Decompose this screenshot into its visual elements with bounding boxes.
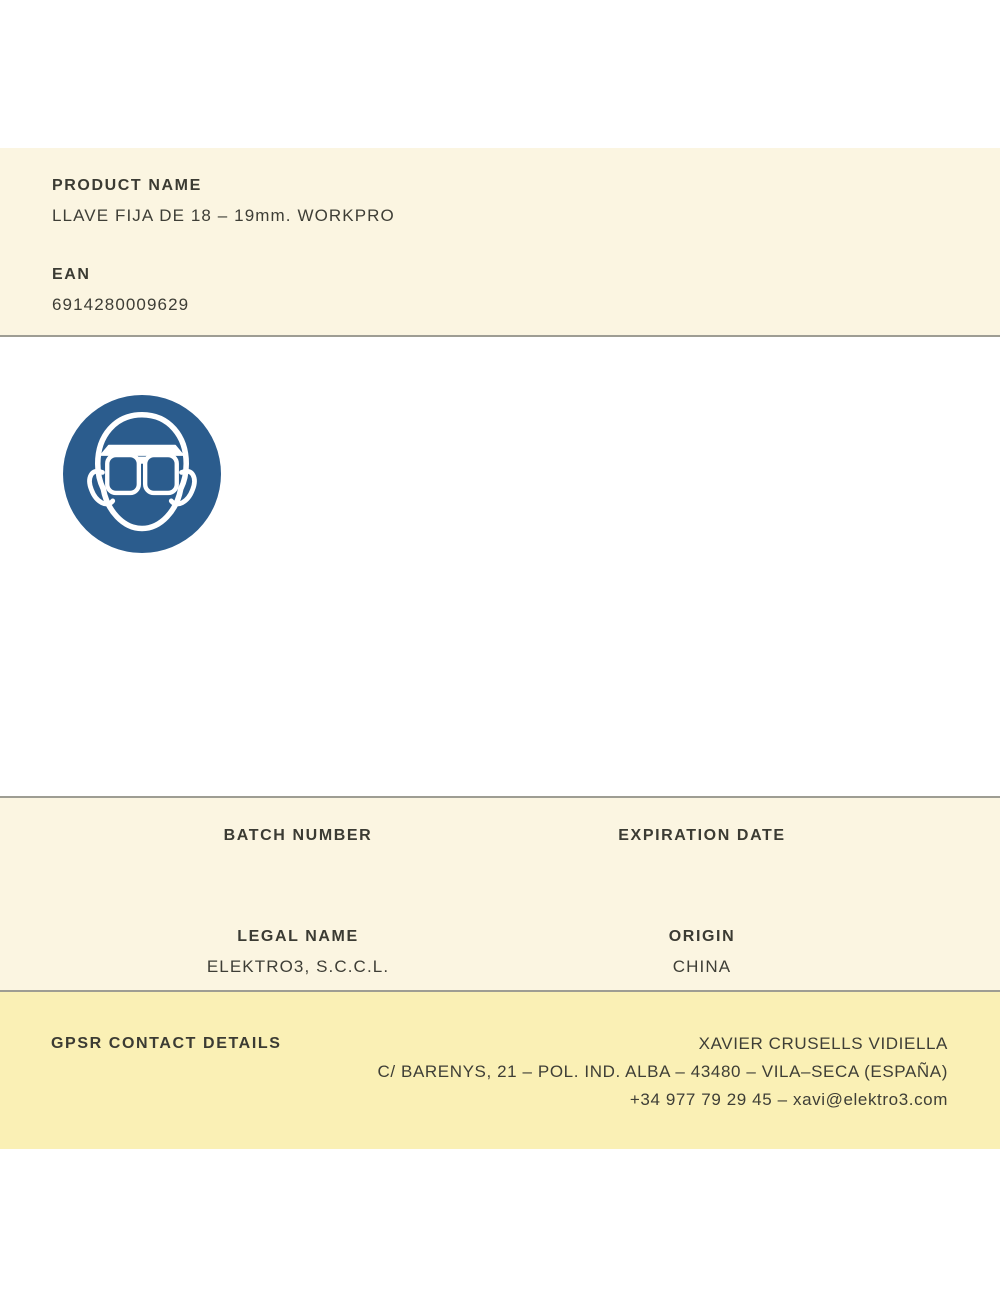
details-section — [0, 796, 1000, 992]
gpsr-contact-section — [0, 992, 1000, 1149]
origin-label: ORIGIN — [668, 928, 736, 945]
gpsr-contact-name: XAVIER CRUSELLS VIDIELLA — [698, 1034, 948, 1053]
origin-value: CHINA — [672, 957, 732, 976]
gpsr-contact-address: C/ BARENYS, 21 – POL. IND. ALBA – 43480 – VILA–SECA (ESPAÑA) — [377, 1062, 948, 1081]
ean-label: EAN — [52, 266, 91, 283]
legal-name-field — [96, 927, 500, 978]
gpsr-contact-title: GPSR CONTACT DETAILS — [51, 1035, 282, 1052]
gpsr-contact-phone-email: +34 977 79 29 45 – xavi@elektro3.com — [629, 1090, 948, 1109]
details-row-batch-expiration — [96, 826, 904, 855]
ean-value: 6914280009629 — [52, 295, 190, 314]
batch-number-field — [96, 826, 500, 855]
safety-section — [0, 337, 1000, 796]
wear-eye-protection-icon — [63, 395, 221, 553]
legal-name-label: LEGAL NAME — [237, 928, 359, 945]
product-name-label: PRODUCT NAME — [52, 177, 202, 194]
details-row-legal-origin — [96, 927, 904, 978]
expiration-date-field — [500, 826, 904, 855]
product-section — [0, 148, 1000, 337]
legal-name-value: ELEKTRO3, S.C.C.L. — [206, 957, 390, 976]
origin-field — [500, 927, 904, 978]
expiration-date-label: EXPIRATION DATE — [618, 827, 786, 844]
batch-number-label: BATCH NUMBER — [223, 827, 373, 844]
gpsr-contact-lines — [377, 1030, 948, 1114]
product-name-value: LLAVE FIJA DE 18 – 19mm. WORKPRO — [52, 206, 395, 225]
